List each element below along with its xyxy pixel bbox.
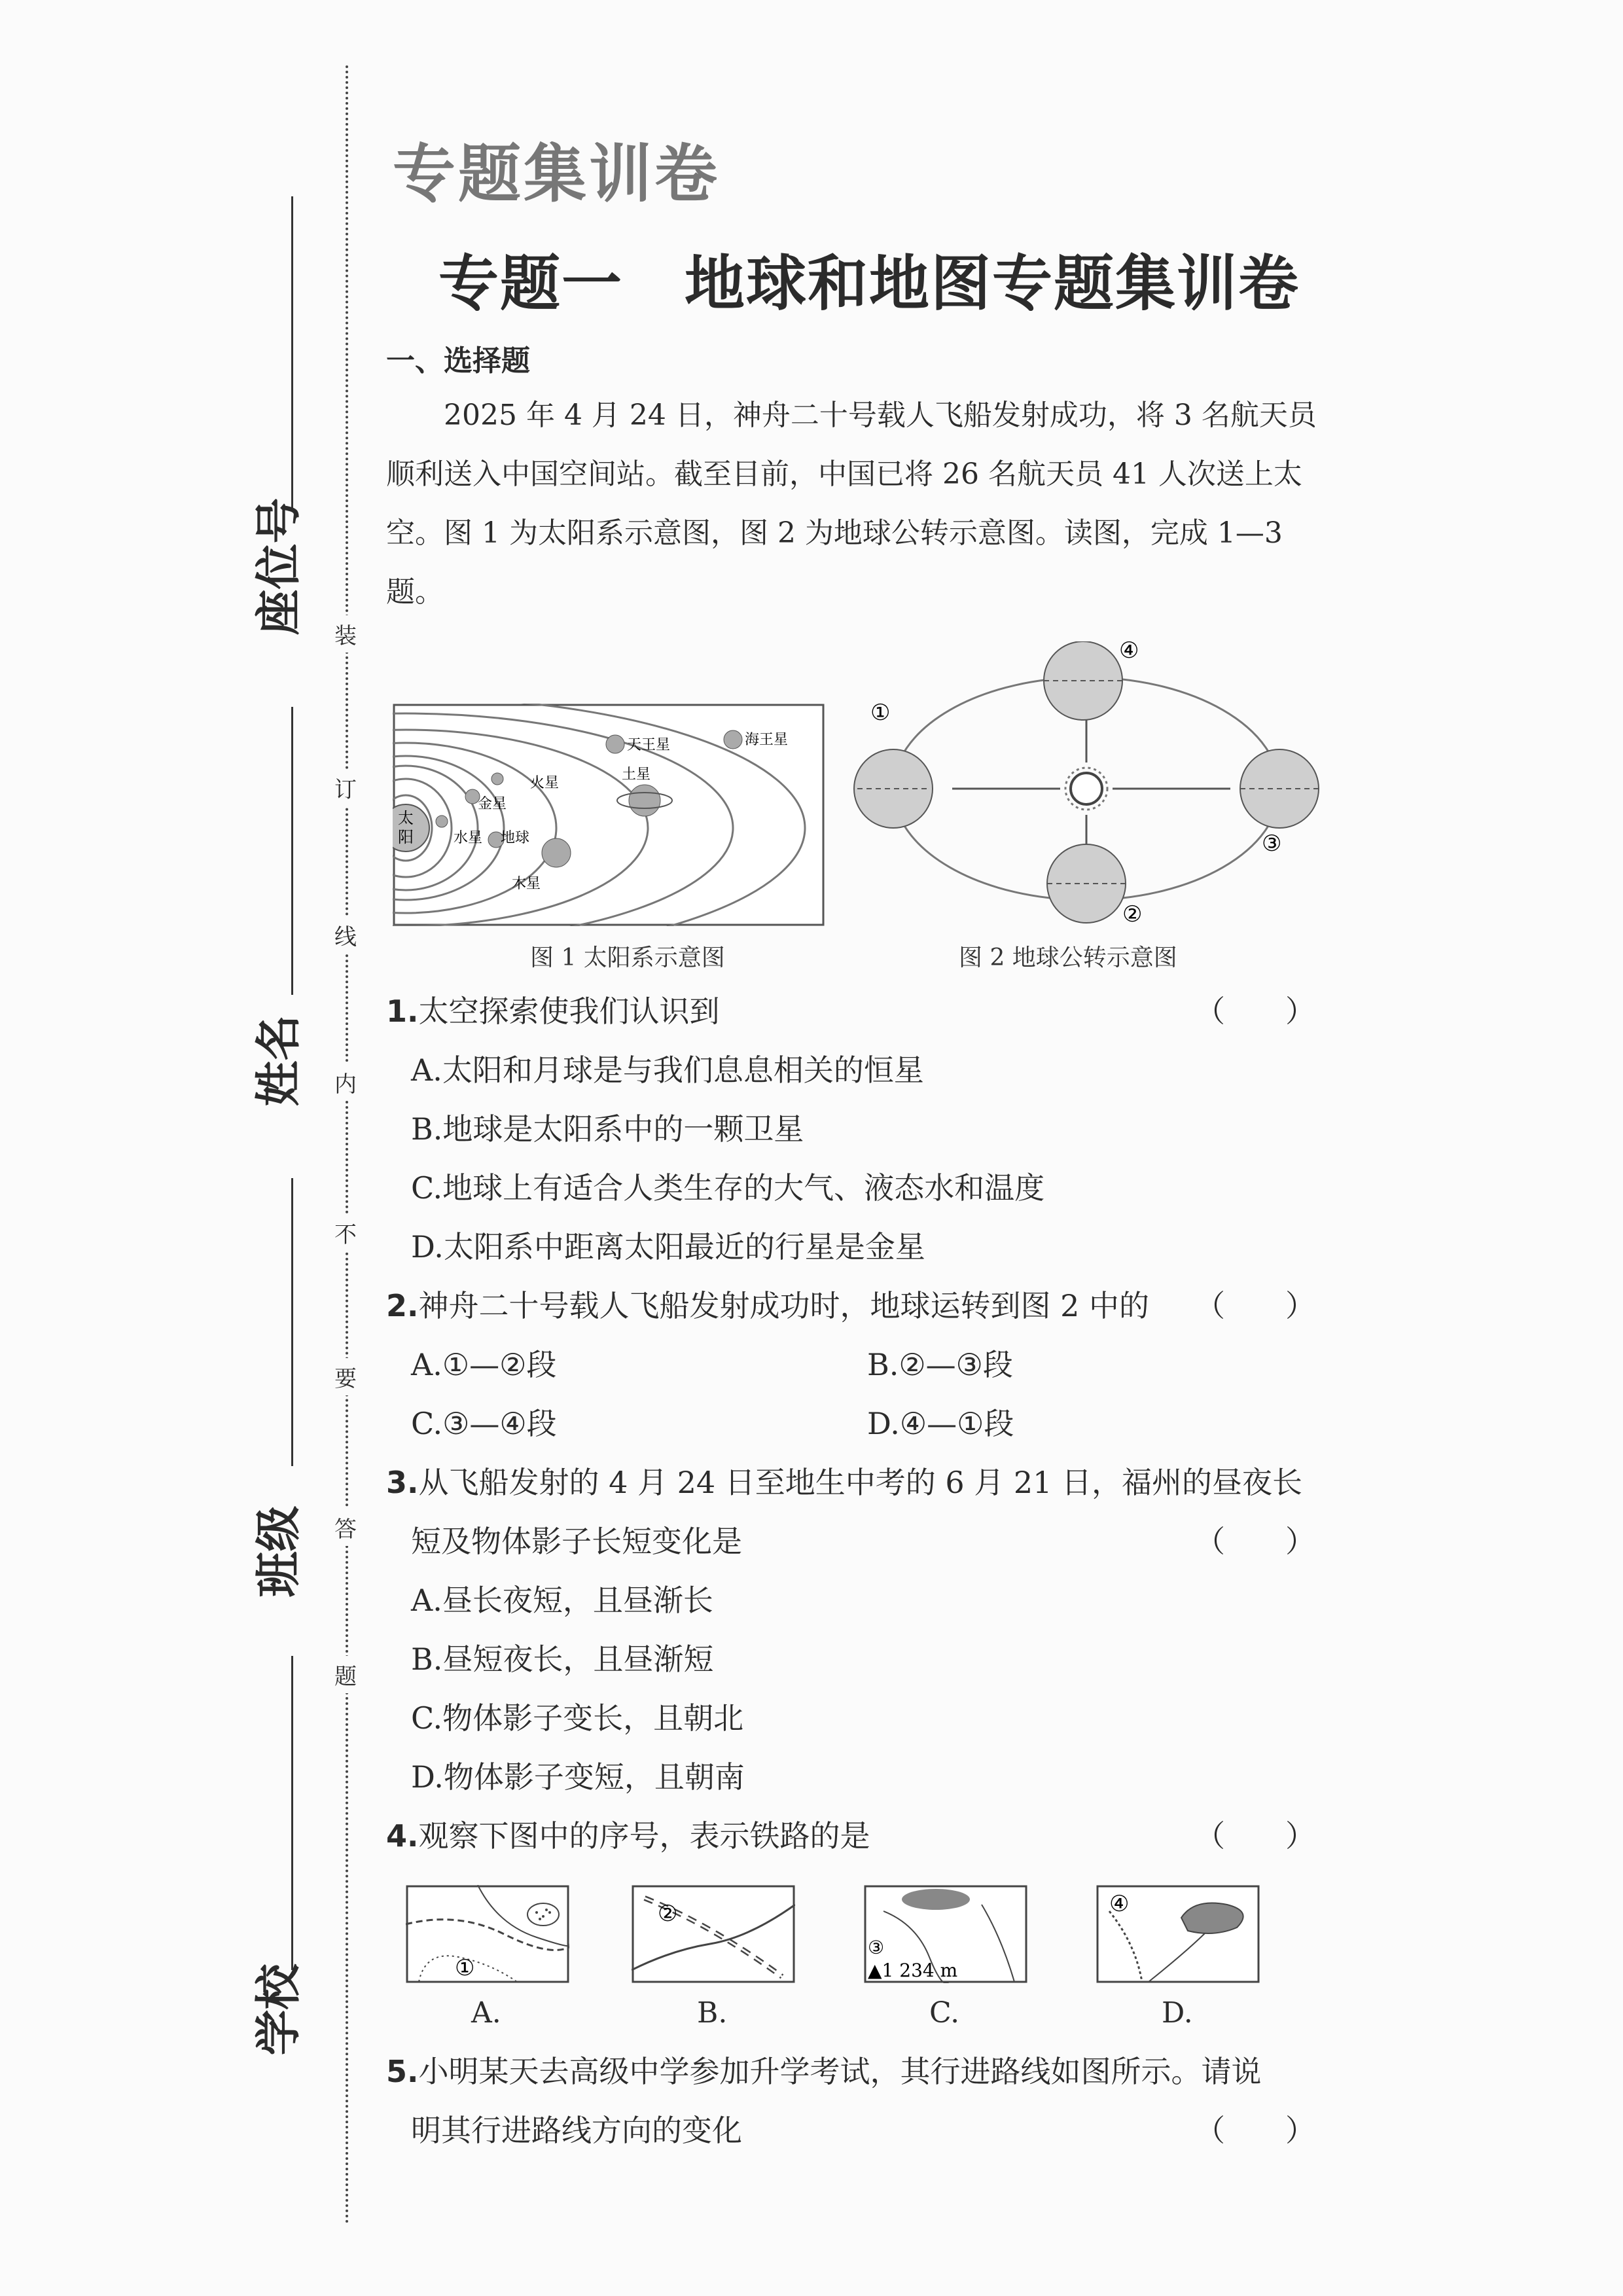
binding-char: 订 [329,769,362,806]
seat-label: 座位号 [251,497,306,636]
planet-label: 天王星 [627,737,671,753]
question-stem: 神舟二十号载人飞船发射成功时，地球运转到图 2 中的 [418,1288,1149,1323]
map-option-a[interactable] [406,1885,569,1983]
binding-char: 不 [329,1214,362,1251]
question-stem: 太空探索使我们认识到 [418,994,720,1029]
seat-line [291,196,293,511]
option-3b[interactable]: B.昼短夜长，且昼渐短 [411,1641,714,1677]
map-option-c[interactable] [864,1885,1027,1983]
question-number: 4. [386,1818,419,1854]
position-mark: ④ [1119,641,1139,664]
option-2d[interactable]: D.④—①段 [867,1406,1014,1441]
section-title: 一、选择题 [386,344,530,378]
planet-uranus [606,735,624,753]
option-2c[interactable]: C.③—④段 [411,1406,557,1441]
answer-paren[interactable]: （ ） [1195,2113,1315,2148]
answer-paren[interactable]: （ ） [1195,1524,1315,1559]
map-label-a: A. [471,1996,501,2030]
map-label-d: D. [1162,1996,1193,2030]
question-stem: 小明某天去高级中学参加升学考试，其行进路线如图所示。请说 [418,2054,1262,2089]
binding-char: 装 [329,615,362,653]
planet-label: 金星 [478,796,507,812]
question-number: 3. [386,1465,419,1500]
name-line [291,707,293,995]
answer-paren[interactable]: （ ） [1195,1818,1315,1854]
question-stem: 从飞船发射的 4 月 24 日至地生中考的 6 月 21 日，福州的昼夜长 [418,1465,1303,1500]
planet-label: 海王星 [745,732,789,748]
option-1a[interactable]: A.太阳和月球是与我们息息相关的恒星 [411,1052,924,1088]
figure2-caption: 图 2 地球公转示意图 [959,944,1177,971]
question-stem: 观察下图中的序号，表示铁路的是 [418,1818,870,1854]
page-title: 专题一 地球和地图专题集训卷 [438,249,1300,319]
position-mark: ① [870,700,891,726]
planet-label: 火星 [530,775,560,791]
planet-neptune [724,730,742,749]
answer-paren[interactable]: （ ） [1195,1288,1315,1323]
earth-position-1 [854,749,933,828]
solar-system-figure [393,704,825,926]
map-mark: ③ [868,1937,885,1958]
position-mark: ③ [1262,831,1282,857]
map-mark: ② [658,1901,678,1927]
binding-char: 线 [329,916,362,954]
figure1-caption: 图 1 太阳系示意图 [530,944,725,971]
elevation-label: ▲1 234 m [868,1960,958,1981]
option-2a[interactable]: A.①—②段 [411,1347,557,1382]
position-mark: ② [1122,901,1143,927]
question-1 [386,992,1315,1031]
map-option-b[interactable] [632,1885,795,1983]
planet-mars [491,773,503,785]
planet-saturn [629,785,660,816]
question-2 [386,1286,1315,1325]
binding-char: 答 [329,1509,362,1546]
planet-jupiter [542,838,571,867]
question-stem-cont: 短及物体影子长短变化是 [411,1524,742,1559]
question-number: 1. [386,994,419,1029]
map-label-c: C. [929,1996,960,2030]
school-label: 学校 [251,1964,306,2056]
question-number: 5. [386,2054,419,2089]
question-number: 2. [386,1288,419,1323]
planet-label: 木星 [512,876,541,892]
name-label: 姓名 [251,1014,306,1107]
binding-dotted-line [346,65,348,2225]
series-title: 专题集训卷 [393,137,720,211]
sun-label-1: 太 [398,809,414,827]
class-label: 班级 [251,1505,306,1598]
option-2b[interactable]: B.②—③段 [867,1347,1013,1382]
binding-char: 要 [329,1358,362,1395]
question-4 [386,1816,1315,1856]
option-1d[interactable]: D.太阳系中距离太阳最近的行星是金星 [411,1229,925,1265]
question-3 [386,1463,1315,1502]
question-3-cont [411,1522,1315,1561]
answer-paren[interactable]: （ ） [1195,994,1315,1029]
map-mark: ④ [1109,1891,1130,1917]
map-label-b: B. [697,1996,728,2030]
planet-label: 地球 [501,830,530,846]
map-option-d[interactable] [1096,1885,1260,1983]
intro-paragraph: 2025 年 4 月 24 日，神舟二十号载人飞船发射成功，将 3 名航天员顺利送入中国空间站。截至目前，中国已将 26 名航天员 41 人次送上太空。图 1 为太阳系示意图，图 2 为地球公转示意图。读图，完成 1—3 题。 [386,399,1317,609]
class-line [291,1178,293,1466]
option-1b[interactable]: B.地球是太阳系中的一颗卫星 [411,1111,804,1147]
binding-char: 内 [329,1064,362,1101]
option-3c[interactable]: C.物体影子变长，且朝北 [411,1700,744,1736]
option-3d[interactable]: D.物体影子变短，且朝南 [411,1759,745,1795]
question-stem-cont: 明其行进路线方向的变化 [411,2113,742,2148]
planet-label: 水星 [454,830,483,846]
map-mark: ① [455,1955,475,1981]
sun-icon [1071,773,1102,804]
sun-label-2: 阳 [398,828,414,846]
planet-mercury [436,816,448,827]
earth-revolution-figure [844,641,1329,929]
option-1c[interactable]: C.地球上有适合人类生存的大气、液态水和温度 [411,1170,1045,1206]
question-5 [386,2052,1315,2091]
school-line [291,1656,293,1970]
option-3a[interactable]: A.昼长夜短，且昼渐长 [411,1583,713,1618]
planet-label: 土星 [622,766,651,783]
question-5-cont [411,2111,1315,2150]
binding-char: 题 [329,1656,362,1693]
